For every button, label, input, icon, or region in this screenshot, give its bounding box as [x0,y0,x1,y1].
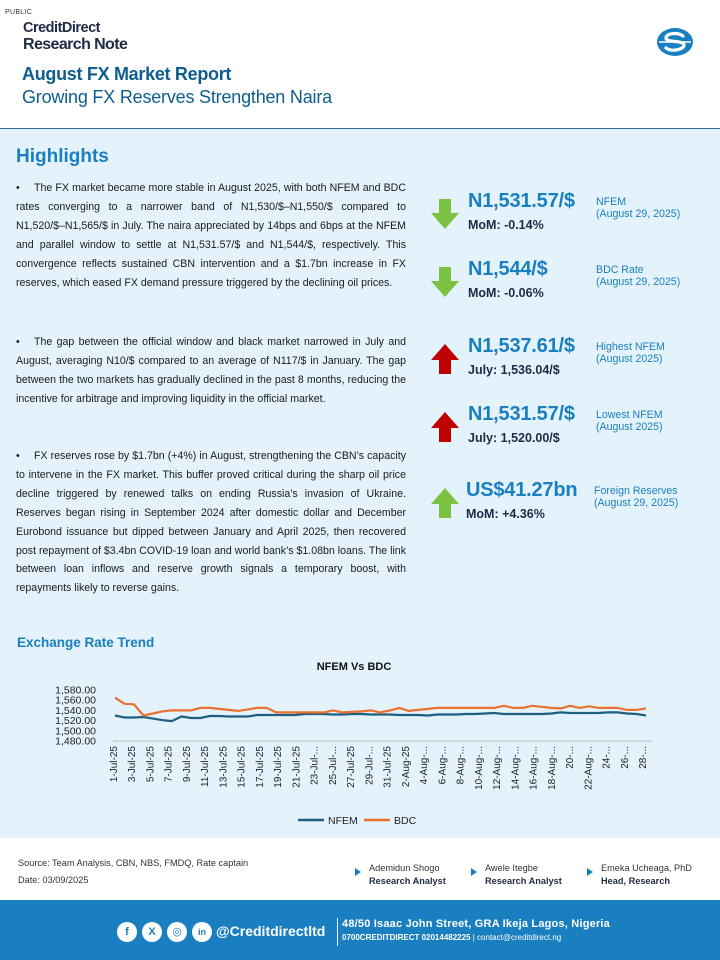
metric-value: N1,537.61/$ [468,335,575,357]
x-tick-label: 15-Jul-25 [236,746,248,788]
x-tick-label: 3-Jul-25 [127,746,139,783]
metric-label: BDC Rate (August 29, 2025) [596,264,681,288]
x-tick-label: 14-Aug-... [510,746,522,790]
highlights-heading: Highlights [16,146,109,167]
metric-highest-nfem [430,335,710,387]
x-tick-label: 5-Jul-25 [145,746,157,783]
up-arrow-icon [430,411,460,443]
linkedin-icon[interactable]: in [192,922,212,942]
creditdirect-s-logo-icon [656,27,694,57]
analyst-role: Head, Research [601,876,670,886]
divider [337,918,338,946]
brand-name: CreditDirect [23,20,100,36]
x-tick-label: 1-Jul-25 [109,746,120,783]
metric-change: MoM: +4.36% [466,507,545,521]
publication-name: Research Note [23,36,128,53]
bullet-dot: • [16,336,20,348]
phone-number[interactable]: 0700CREDITDIRECT 02014482225 [342,933,471,942]
up-arrow-icon [430,487,460,519]
x-tick-label: 10-Aug-... [473,746,485,790]
y-tick-label: 1,480.00 [55,735,96,748]
y-tick-label: 1,540.00 [55,704,96,717]
brand-logotype [23,20,127,54]
source-note: Source: Team Analysis, CBN, NBS, FMDQ, Rate captain [18,858,249,868]
analyst-card [601,862,692,888]
x-tick-label: 4-Aug-... [419,746,431,785]
metric-label: Lowest NFEM (August 2025) [596,409,663,433]
metric-change: MoM: -0.06% [468,286,544,300]
contact-line [342,933,561,942]
x-tick-label: 18-Aug-... [546,746,558,790]
metric-change: July: 1,520.00/$ [468,431,560,445]
metric-label: Foreign Reserves (August 29, 2025) [594,485,679,509]
up-arrow-icon [430,343,460,375]
x-tick-label: 27-Jul-25 [346,746,358,788]
down-arrow-icon [430,266,460,298]
highlight-bullet [16,447,406,598]
x-tick-label: 25-Jul-... [327,746,339,785]
bullet-dot: • [16,450,20,462]
analyst-role: Research Analyst [369,876,446,886]
report-date: Date: 03/09/2025 [18,875,89,885]
contact-email[interactable]: | contact@creditdirect.ng [472,933,562,942]
metric-value: N1,531.57/$ [468,190,575,212]
x-tick-label: 24-... [601,746,613,769]
x-tick-label: 6-Aug-... [437,746,449,785]
metric-nfem [430,190,710,242]
analyst-role: Research Analyst [485,876,562,886]
legend-label-bdc: BDC [394,815,417,827]
bullet-text: The gap between the official window and black market narrowed in July and August, averaging N10/$ compared to an average of N117/$ in January. The gap between the two markets has gradually declined in the past 8 months, reducing the incentive for arbitrage and improving liquidity in the official market. [16,336,406,405]
instagram-icon[interactable]: ◎ [167,922,187,942]
facebook-icon[interactable]: f [117,922,137,942]
metric-change: MoM: -0.14% [468,218,544,232]
metric-lowest-nfem [430,403,710,455]
contact-bar [0,900,720,960]
y-tick-label: 1,520.00 [55,715,96,728]
x-tick-label: 8-Aug-... [455,746,467,785]
bullet-text: The FX market became more stable in August 2025, with both NFEM and BDC rates converging to a narrower band of N1,530/$–N1,550/$ compared to N1,520/$–N1,565/$ in July. The naira appreciated by 14bps and 6bps at the NFEM and parallel window to settle at N1,531.57/$ and N1,544/$, respectively. This convergence reflects sustained CBN intervention and a $1.7bn increase in FX reserves, which eased FX demand pressure triggered by the declining oil prices. [16,182,406,289]
metric-value: N1,544/$ [468,258,548,280]
exchange-rate-trend-heading: Exchange Rate Trend [17,635,155,650]
report-subtitle: Growing FX Reserves Strengthen Naira [22,87,332,107]
metric-value: US$41.27bn [466,479,578,501]
triangle-bullet-icon [355,868,361,876]
x-tick-label: 29-Jul-... [364,746,376,785]
metric-bdc-rate [430,258,710,310]
x-tick-label: 21-Jul-25 [291,746,303,788]
highlight-bullet [16,333,406,409]
office-address: 48/50 Isaac John Street, GRA Ikeja Lagos, Nigeria [342,918,610,930]
y-tick-label: 1,500.00 [55,725,96,738]
x-tick-label: 19-Jul-25 [273,746,285,788]
nfem-vs-bdc-chart [0,650,720,838]
x-tick-label: 28-... [638,746,649,769]
y-tick-label: 1,580.00 [55,684,96,697]
triangle-bullet-icon [471,868,477,876]
chart-title: NFEM Vs BDC [316,661,392,673]
x-tick-label: 7-Jul-25 [163,746,175,783]
metric-foreign-reserves [430,479,710,531]
report-title: August FX Market Report [22,64,232,84]
x-tick-label: 12-Aug-... [492,746,504,790]
down-arrow-icon [430,198,460,230]
x-tick-label: 11-Jul-25 [200,746,212,787]
analyst-name: Ademidun Shogo [369,863,440,873]
x-tick-label: 22-Aug-... [583,746,595,790]
highlight-bullet [16,179,406,292]
legend-label-nfem: NFEM [328,815,358,827]
x-tick-label: 9-Jul-25 [181,746,193,783]
analyst-name: Awele Itegbe [485,863,538,873]
x-tick-label: 2-Aug-25 [400,746,412,788]
y-tick-label: 1,560.00 [55,694,96,707]
x-tick-label: 20-... [565,746,577,769]
analyst-card [369,862,446,888]
x-tick-label: 13-Jul-25 [218,746,230,788]
metric-value: N1,531.57/$ [468,403,575,425]
x-tick-label: 17-Jul-25 [254,746,266,788]
x-tick-label: 16-Aug-... [528,746,540,790]
metric-change: July: 1,536.04/$ [468,363,560,377]
series-line-nfem [115,712,646,721]
bullet-text: FX reserves rose by $1.7bn (+4%) in August, strengthening the CBN’s capacity to intervene in the FX market. This buffer proved critical during the sharp oil price decline triggered by renewed talks on ending Russia’s invasion of Ukraine. Reserves began rising in September 2024 after domestic dollar and December Eurobond issuance but dipped between January and April 2025, then recovered post repayment of $3.4bn COVID-19 loan and world bank’s $1.08bn loans. The link between loan inflows and reserve growth signals a temporary boost, with repayments likely to reverse gains. [16,450,406,595]
bullet-dot: • [16,182,20,194]
x-tick-label: 31-Jul-25 [382,746,394,788]
x-tick-label: 23-Jul-... [309,746,321,785]
analyst-name: Emeka Ucheaga, PhD [601,863,692,873]
metric-label: NFEM (August 29, 2025) [596,196,681,220]
analyst-card [485,862,562,888]
x-icon[interactable]: X [142,922,162,942]
x-tick-label: 26-... [619,746,631,769]
social-handle[interactable]: @Creditdirectltd [216,923,326,939]
metric-label: Highest NFEM (August 2025) [596,341,665,365]
triangle-bullet-icon [587,868,593,876]
classification-label: PUBLIC [5,9,33,16]
